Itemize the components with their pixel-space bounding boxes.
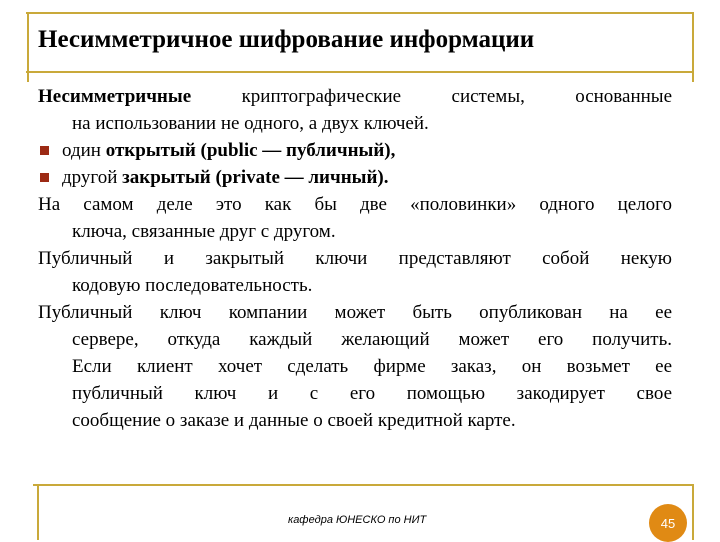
page-number-badge: 45	[649, 504, 687, 542]
bullet-bold-text: закрытый (private — личный).	[122, 167, 389, 188]
paragraph-line: публичный ключ и с его помощью закодирует свое	[72, 383, 672, 404]
paragraph-keys	[38, 245, 672, 299]
paragraph-text: криптографические системы, основанные	[191, 86, 672, 107]
paragraph-line	[38, 83, 672, 110]
paragraph-line: сервере, откуда каждый желающий может его получить.	[72, 329, 672, 350]
frame-top-rule	[26, 12, 694, 14]
square-bullet-icon	[40, 173, 49, 182]
paragraph-line: кодовую последовательность.	[72, 275, 313, 296]
paragraph-line: На самом деле это как бы две «половинки» одного целого	[38, 194, 672, 215]
paragraph-line: Если клиент хочет сделать фирме заказ, он возьмет ее	[72, 356, 672, 377]
bullet-item-public	[38, 137, 672, 164]
slide-title: Несимметричное шифрование информации	[38, 26, 535, 53]
paragraph-line: Публичный ключ компании может быть опубликован на ее	[38, 302, 672, 323]
bullet-bold-text: открытый (public — публичный),	[105, 140, 396, 161]
bullet-item-private	[38, 164, 672, 191]
paragraph-line: на использовании не одного, а двух ключей.	[72, 113, 429, 134]
bullet-text: другой	[62, 167, 123, 188]
square-bullet-icon	[40, 146, 49, 155]
paragraph-definition	[38, 83, 672, 137]
paragraph-line: Публичный и закрытый ключи представляют собой некую	[38, 248, 672, 269]
paragraph-line: сообщение о заказе и данные о своей кредитной карте.	[72, 410, 516, 431]
footer-caption: кафедра ЮНЕСКО по НИТ	[288, 514, 427, 526]
frame-bottom-rule	[33, 484, 693, 486]
bullet-text: один	[62, 140, 106, 161]
frame-bottom-right-rule	[692, 484, 694, 540]
slide-body	[38, 83, 672, 434]
title-underline-rule	[26, 71, 694, 73]
paragraph-line: ключа, связанные друг с другом.	[72, 221, 336, 242]
frame-bottom-left-rule	[37, 484, 39, 540]
paragraph-halves	[38, 191, 672, 245]
bold-term: Несимметричные	[38, 86, 192, 107]
paragraph-company-key	[38, 299, 672, 434]
